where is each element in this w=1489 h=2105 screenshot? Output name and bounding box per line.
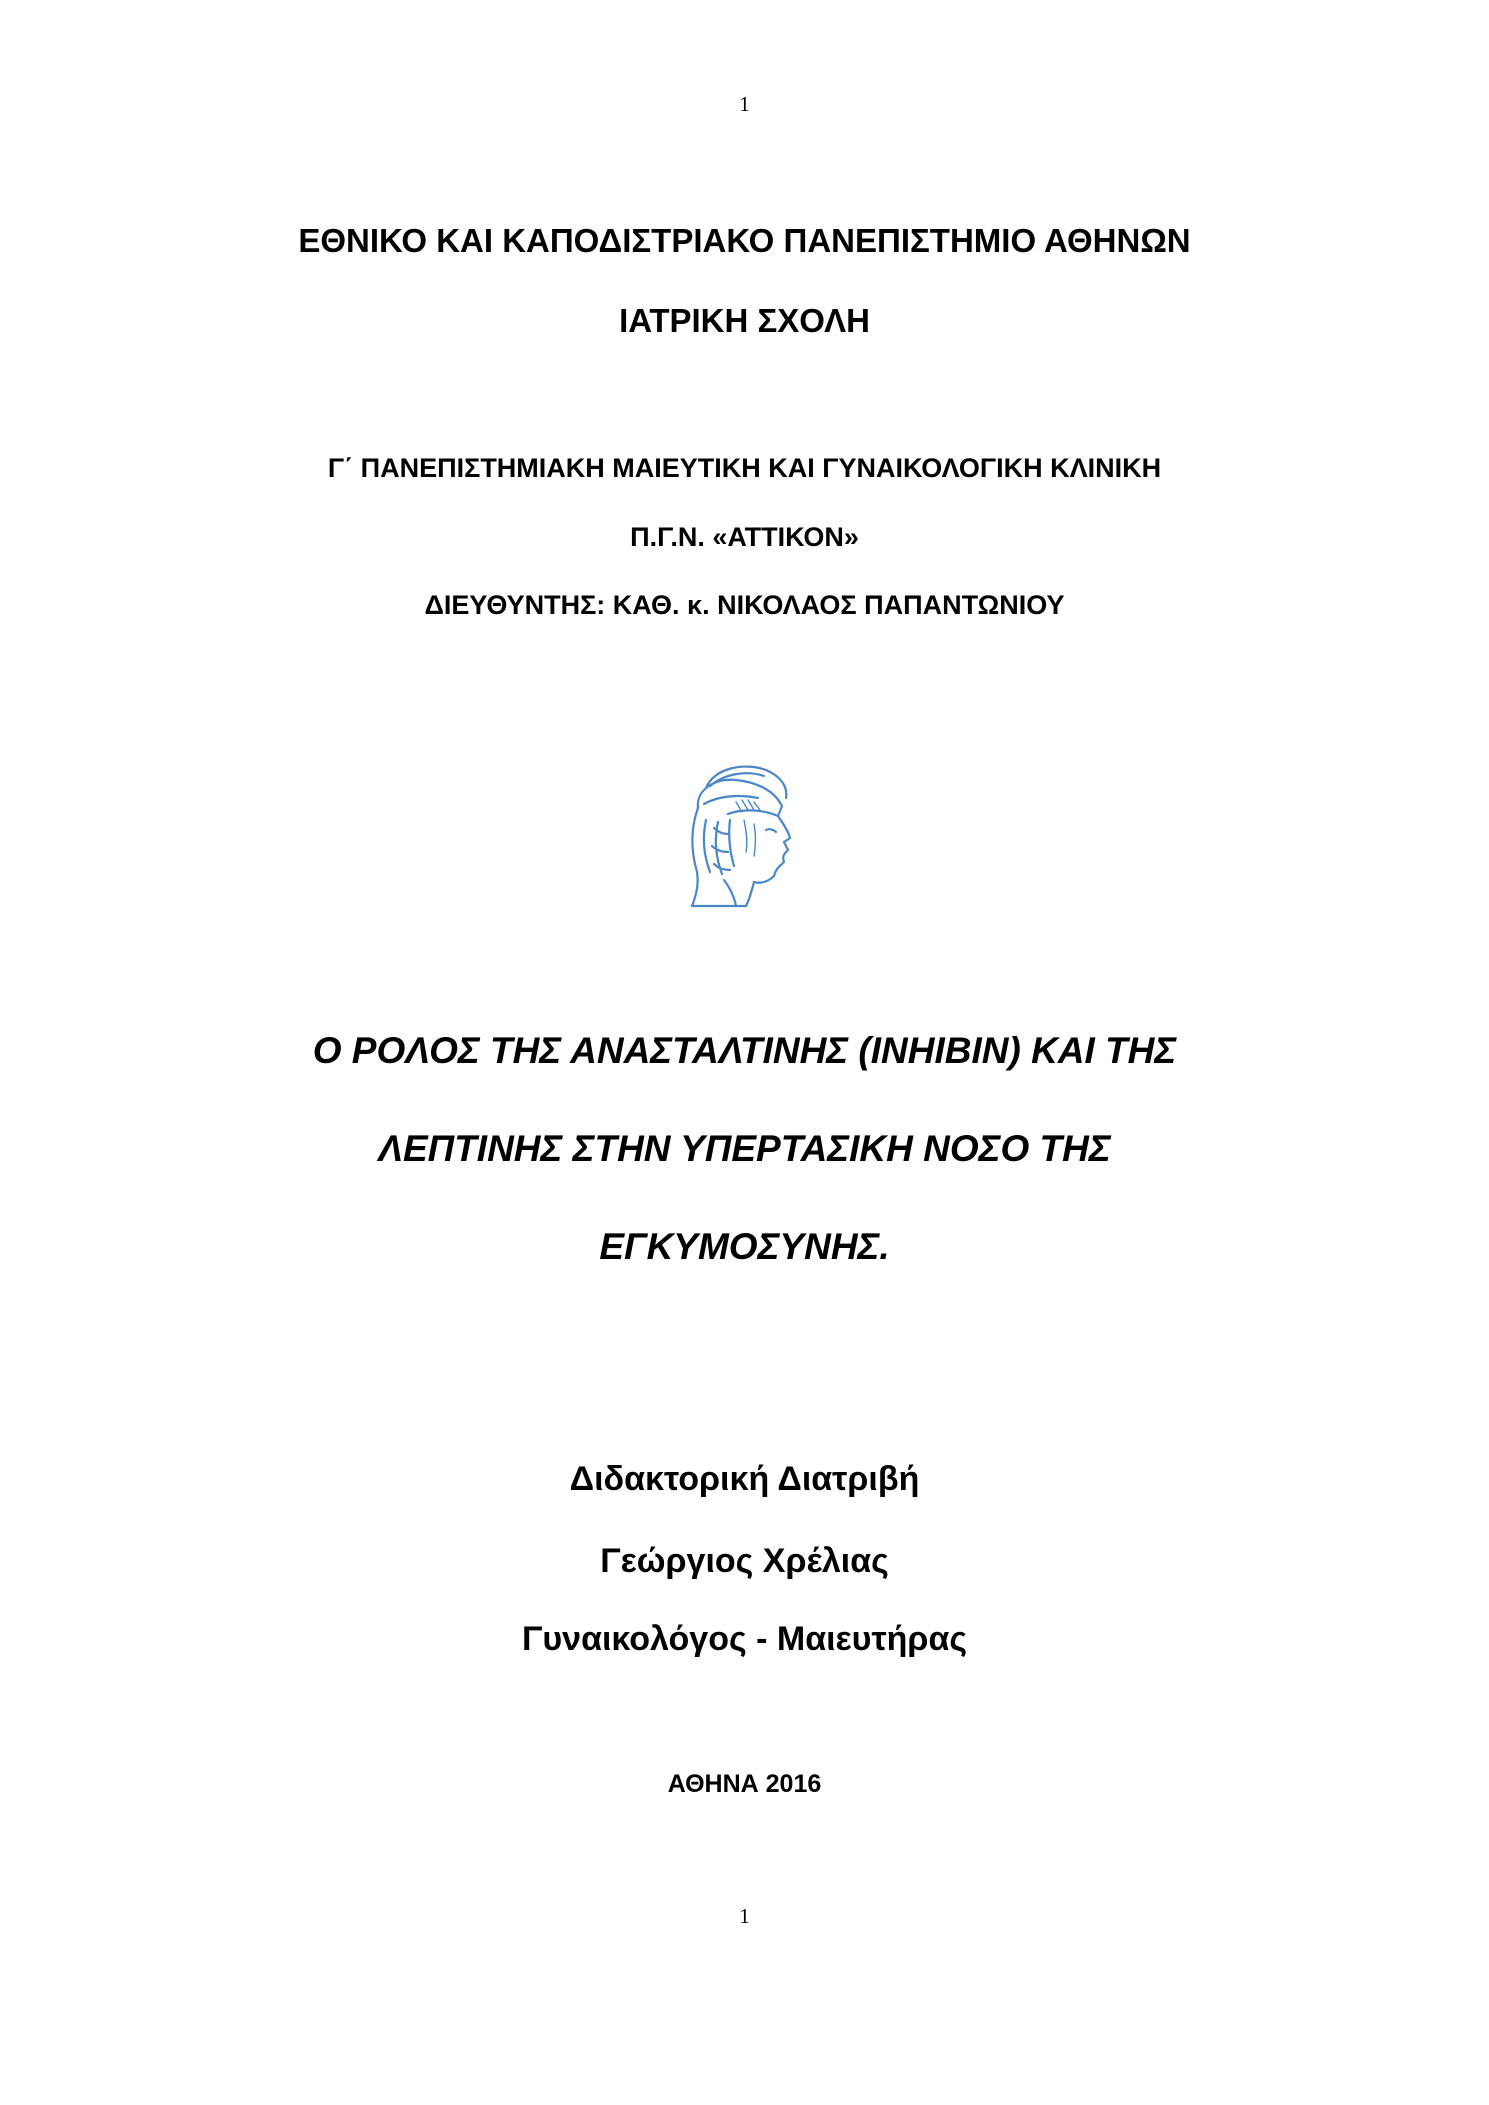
hospital-name: Π.Γ.Ν. «ΑΤΤΙΚΟΝ» <box>630 522 859 552</box>
thesis-type: Διδακτορική Διατριβή <box>569 1460 920 1498</box>
place-year: ΑΘΗΝΑ 2016 <box>667 1770 822 1798</box>
university-name: ΕΘΝΙΚΟ ΚΑΙ ΚΑΠΟΔΙΣΤΡΙΑΚΟ ΠΑΝΕΠΙΣΤΗΜΙΟ ΑΘΗΝΩΝ <box>298 222 1191 259</box>
title-line-2: ΛΕΠΤΙΝΗΣ ΣΤΗΝ ΥΠΕΡΤΑΣΙΚΗ ΝΟΣΟ ΤΗΣ <box>378 1128 1111 1169</box>
director-line: ΔΙΕΥΘΥΝΤΗΣ: ΚΑΘ. κ. ΝΙΚΟΛΑΟΣ ΠΑΠΑΝΤΩΝΙΟΥ <box>424 590 1065 620</box>
athena-head-seal-icon <box>684 760 798 910</box>
title-line-1: Ο ΡΟΛΟΣ ΤΗΣ ΑΝΑΣΤΑΛΤΙΝΗΣ (INHIBIN) ΚΑΙ ΤΗΣ <box>312 1030 1177 1071</box>
school-name: ΙΑΤΡΙΚΗ ΣΧΟΛΗ <box>619 302 870 339</box>
page-number-bottom: 1 <box>739 1904 750 1928</box>
author-specialty: Γυναικολόγος - Μαιευτήρας <box>521 1620 968 1658</box>
page-number-top: 1 <box>739 92 750 116</box>
title-line-3: ΕΓΚΥΜΟΣΥΝΗΣ. <box>599 1226 890 1267</box>
thesis-author: Γεώργιος Χρέλιας <box>600 1542 889 1580</box>
clinic-name: Γ΄ ΠΑΝΕΠΙΣΤΗΜΙΑΚΗ ΜΑΙΕΥΤΙΚΗ ΚΑΙ ΓΥΝΑΙΚΟΛΟΓΙΚΗ ΚΛΙΝΙΚΗ <box>327 453 1162 483</box>
